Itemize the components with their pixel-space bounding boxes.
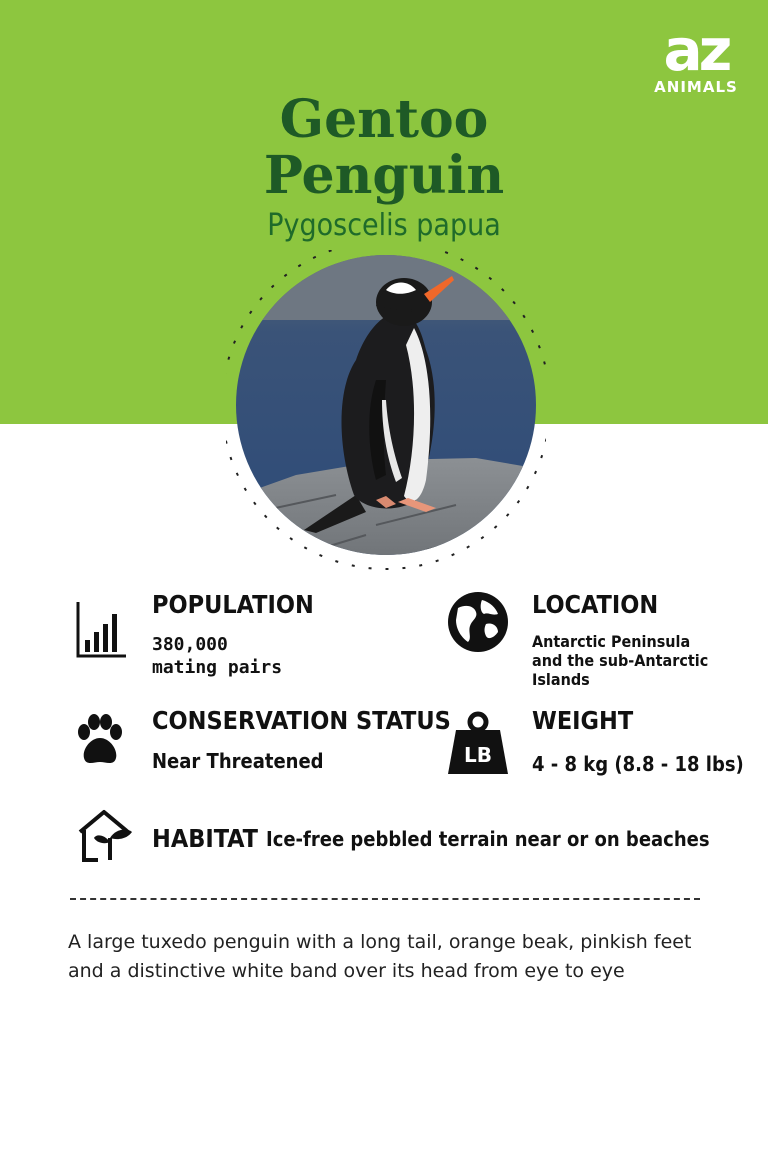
conservation-status-label: CONSERVATION STATUS: [152, 706, 451, 735]
location-label: LOCATION: [532, 590, 659, 619]
conservation-status-value: Near Threatened: [152, 749, 324, 773]
population-value-line2: mating pairs: [152, 657, 283, 678]
habitat-value: Ice-free pebbled terrain near or on beaches: [266, 827, 710, 851]
location-value-line2: and the sub-Antarctic: [532, 651, 709, 670]
description-text: A large tuxedo penguin with a long tail, orange beak, pinkish feet and a distinctive white band over its head from eye to eye: [68, 931, 692, 982]
az-animals-logo[interactable]: [646, 16, 746, 98]
globe-icon: [446, 590, 510, 654]
paw-icon: [72, 712, 128, 768]
page-title-line2: Penguin: [263, 145, 505, 206]
weight-label: WEIGHT: [532, 706, 634, 735]
house-plant-icon: [76, 808, 136, 864]
weight-icon-text: LB: [464, 743, 492, 767]
location-value-line3: Islands: [532, 670, 590, 689]
bar-chart-icon: [76, 600, 128, 660]
population-value-line1: 380,000: [152, 634, 228, 655]
scientific-name: Pygoscelis papua: [267, 208, 501, 243]
logo-subtext: ANIMALS: [654, 78, 738, 96]
population-label: POPULATION: [152, 590, 314, 619]
habitat-label: HABITAT: [152, 824, 258, 853]
weight-value: 4 - 8 kg (8.8 - 18 lbs): [532, 752, 744, 776]
penguin-photo: [226, 250, 546, 580]
location-value-line1: Antarctic Peninsula: [532, 632, 691, 651]
weight-icon: [446, 710, 510, 776]
page-title-line1: Gentoo: [279, 89, 489, 150]
logo-text: az: [663, 16, 729, 84]
section-divider: [70, 898, 700, 900]
